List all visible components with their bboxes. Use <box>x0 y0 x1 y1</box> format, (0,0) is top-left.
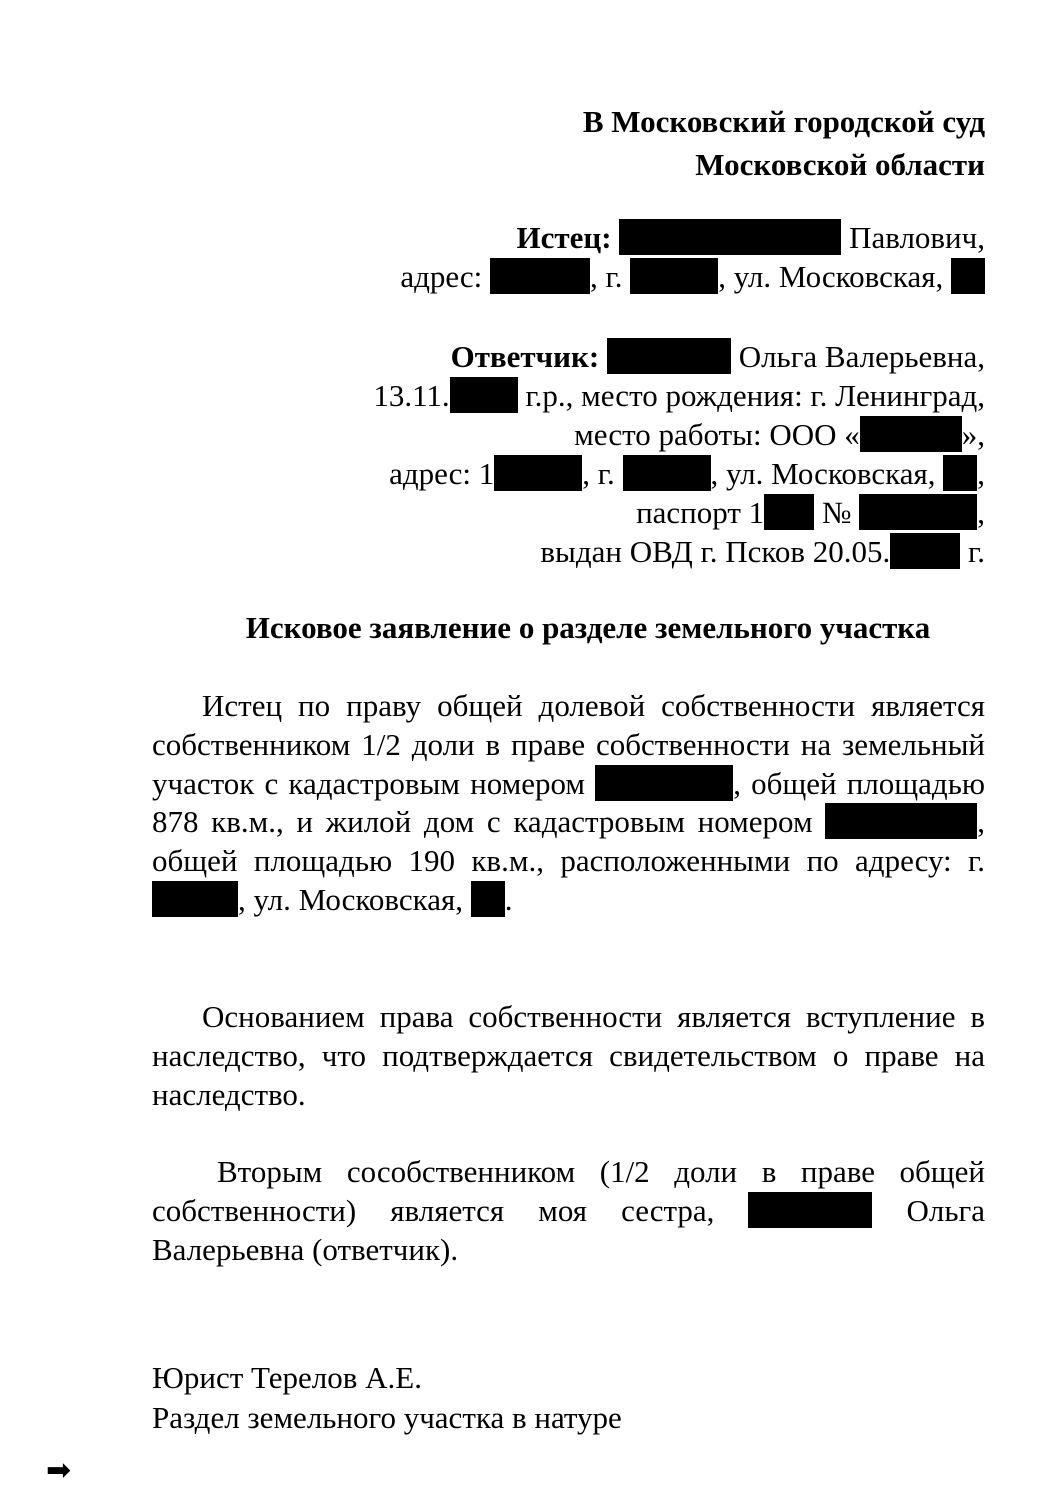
plaintiff-label: Истец: <box>516 220 612 255</box>
paragraph-basis: Основанием права собственности является вступление в наследство, что подтверждается свидетельством о праве на наследство. <box>152 999 985 1112</box>
redaction-box <box>494 455 582 491</box>
para1-text-1: Истец по праву общей долевой собственности является собственником 1/2 доли в праве собственности на земельный участок с кадастровым номером <box>152 688 985 801</box>
redaction-box <box>607 338 731 374</box>
paragraph-co-owner <box>152 1153 985 1269</box>
defendant-city-label: , г. <box>582 456 615 491</box>
arrow-right-icon: ➡ <box>46 1453 72 1488</box>
defendant-work-line <box>373 415 985 454</box>
plaintiff-address-label: адрес: <box>400 259 483 294</box>
defendant-street: , ул. Московская, <box>710 456 936 491</box>
defendant-passport-number-sign: № <box>821 495 852 530</box>
lawyer-name: Юрист Терелов А.Е. <box>152 1360 422 1395</box>
defendant-issued-suffix: г. <box>968 534 985 569</box>
plaintiff-name-line <box>400 218 985 257</box>
plaintiff-address-line <box>400 257 985 296</box>
redaction-box <box>951 258 985 294</box>
defendant-passport-end: , <box>977 495 985 530</box>
defendant-block <box>373 337 985 571</box>
defendant-birth-date: 13.11. <box>373 378 450 413</box>
para3-text-2: Ольга Валерьевна (ответчик). <box>152 1192 985 1267</box>
redaction-box <box>450 377 518 413</box>
redaction-box <box>630 258 718 294</box>
court-name: В Московский городской суд <box>582 104 985 139</box>
redaction-box <box>748 1192 872 1228</box>
redaction-box <box>890 533 960 569</box>
para1-text-4: , ул. Московская, <box>238 881 463 917</box>
para1-text-2: , общей площадью 878 кв.м., и жилой дом с кадастровым номером <box>152 765 986 840</box>
defendant-birthplace: г.р., место рождения: г. Ленинград, <box>525 378 985 413</box>
paragraph-ownership <box>152 687 985 920</box>
redaction-box <box>764 494 814 530</box>
defendant-passport-issued: выдан ОВД г. Псков 20.05. <box>540 534 891 569</box>
defendant-name-line <box>373 337 985 376</box>
defendant-workplace-end: », <box>961 417 985 452</box>
para1-text-5: . <box>504 881 513 917</box>
defendant-address-label: адрес: 1 <box>389 456 495 491</box>
defendant-address-line <box>373 454 985 493</box>
document-title-text: Исковое заявление о разделе земельного участка <box>245 610 931 645</box>
plaintiff-street: , ул. Московская, <box>718 259 944 294</box>
court-addressee <box>583 100 985 186</box>
defendant-passport-label: паспорт 1 <box>636 495 765 530</box>
defendant-label: Ответчик: <box>450 339 600 374</box>
defendant-street-end: , <box>977 456 985 491</box>
defendant-name: Ольга Валерьевна, <box>738 339 985 374</box>
redaction-box <box>860 416 962 452</box>
signature-block <box>152 1358 622 1438</box>
redaction-box <box>595 765 733 801</box>
document-title <box>0 608 1061 648</box>
para1-text-3: , общей площадью 190 кв.м., расположенными по адресу: г. <box>152 804 986 879</box>
redaction-box <box>471 881 505 917</box>
defendant-passport-line <box>373 493 985 532</box>
document-subject: Раздел земельного участка в натуре <box>152 1400 622 1435</box>
redaction-box <box>152 881 238 917</box>
redaction-box <box>619 219 841 255</box>
redaction-box <box>623 455 711 491</box>
plaintiff-city-label: , г. <box>590 259 623 294</box>
court-region: Московской области <box>695 147 985 182</box>
redaction-box <box>943 455 977 491</box>
plaintiff-block <box>400 218 985 296</box>
defendant-birth-line <box>373 376 985 415</box>
defendant-workplace: место работы: ООО « <box>574 417 860 452</box>
redaction-box <box>859 494 977 530</box>
redaction-box <box>825 803 977 839</box>
para3-text-1: Вторым сособственником (1/2 доли в праве общей собственности) является моя сестра, <box>152 1154 985 1228</box>
plaintiff-patronymic: Павлович, <box>849 220 985 255</box>
redaction-box <box>490 258 590 294</box>
defendant-issued-line <box>373 532 985 571</box>
